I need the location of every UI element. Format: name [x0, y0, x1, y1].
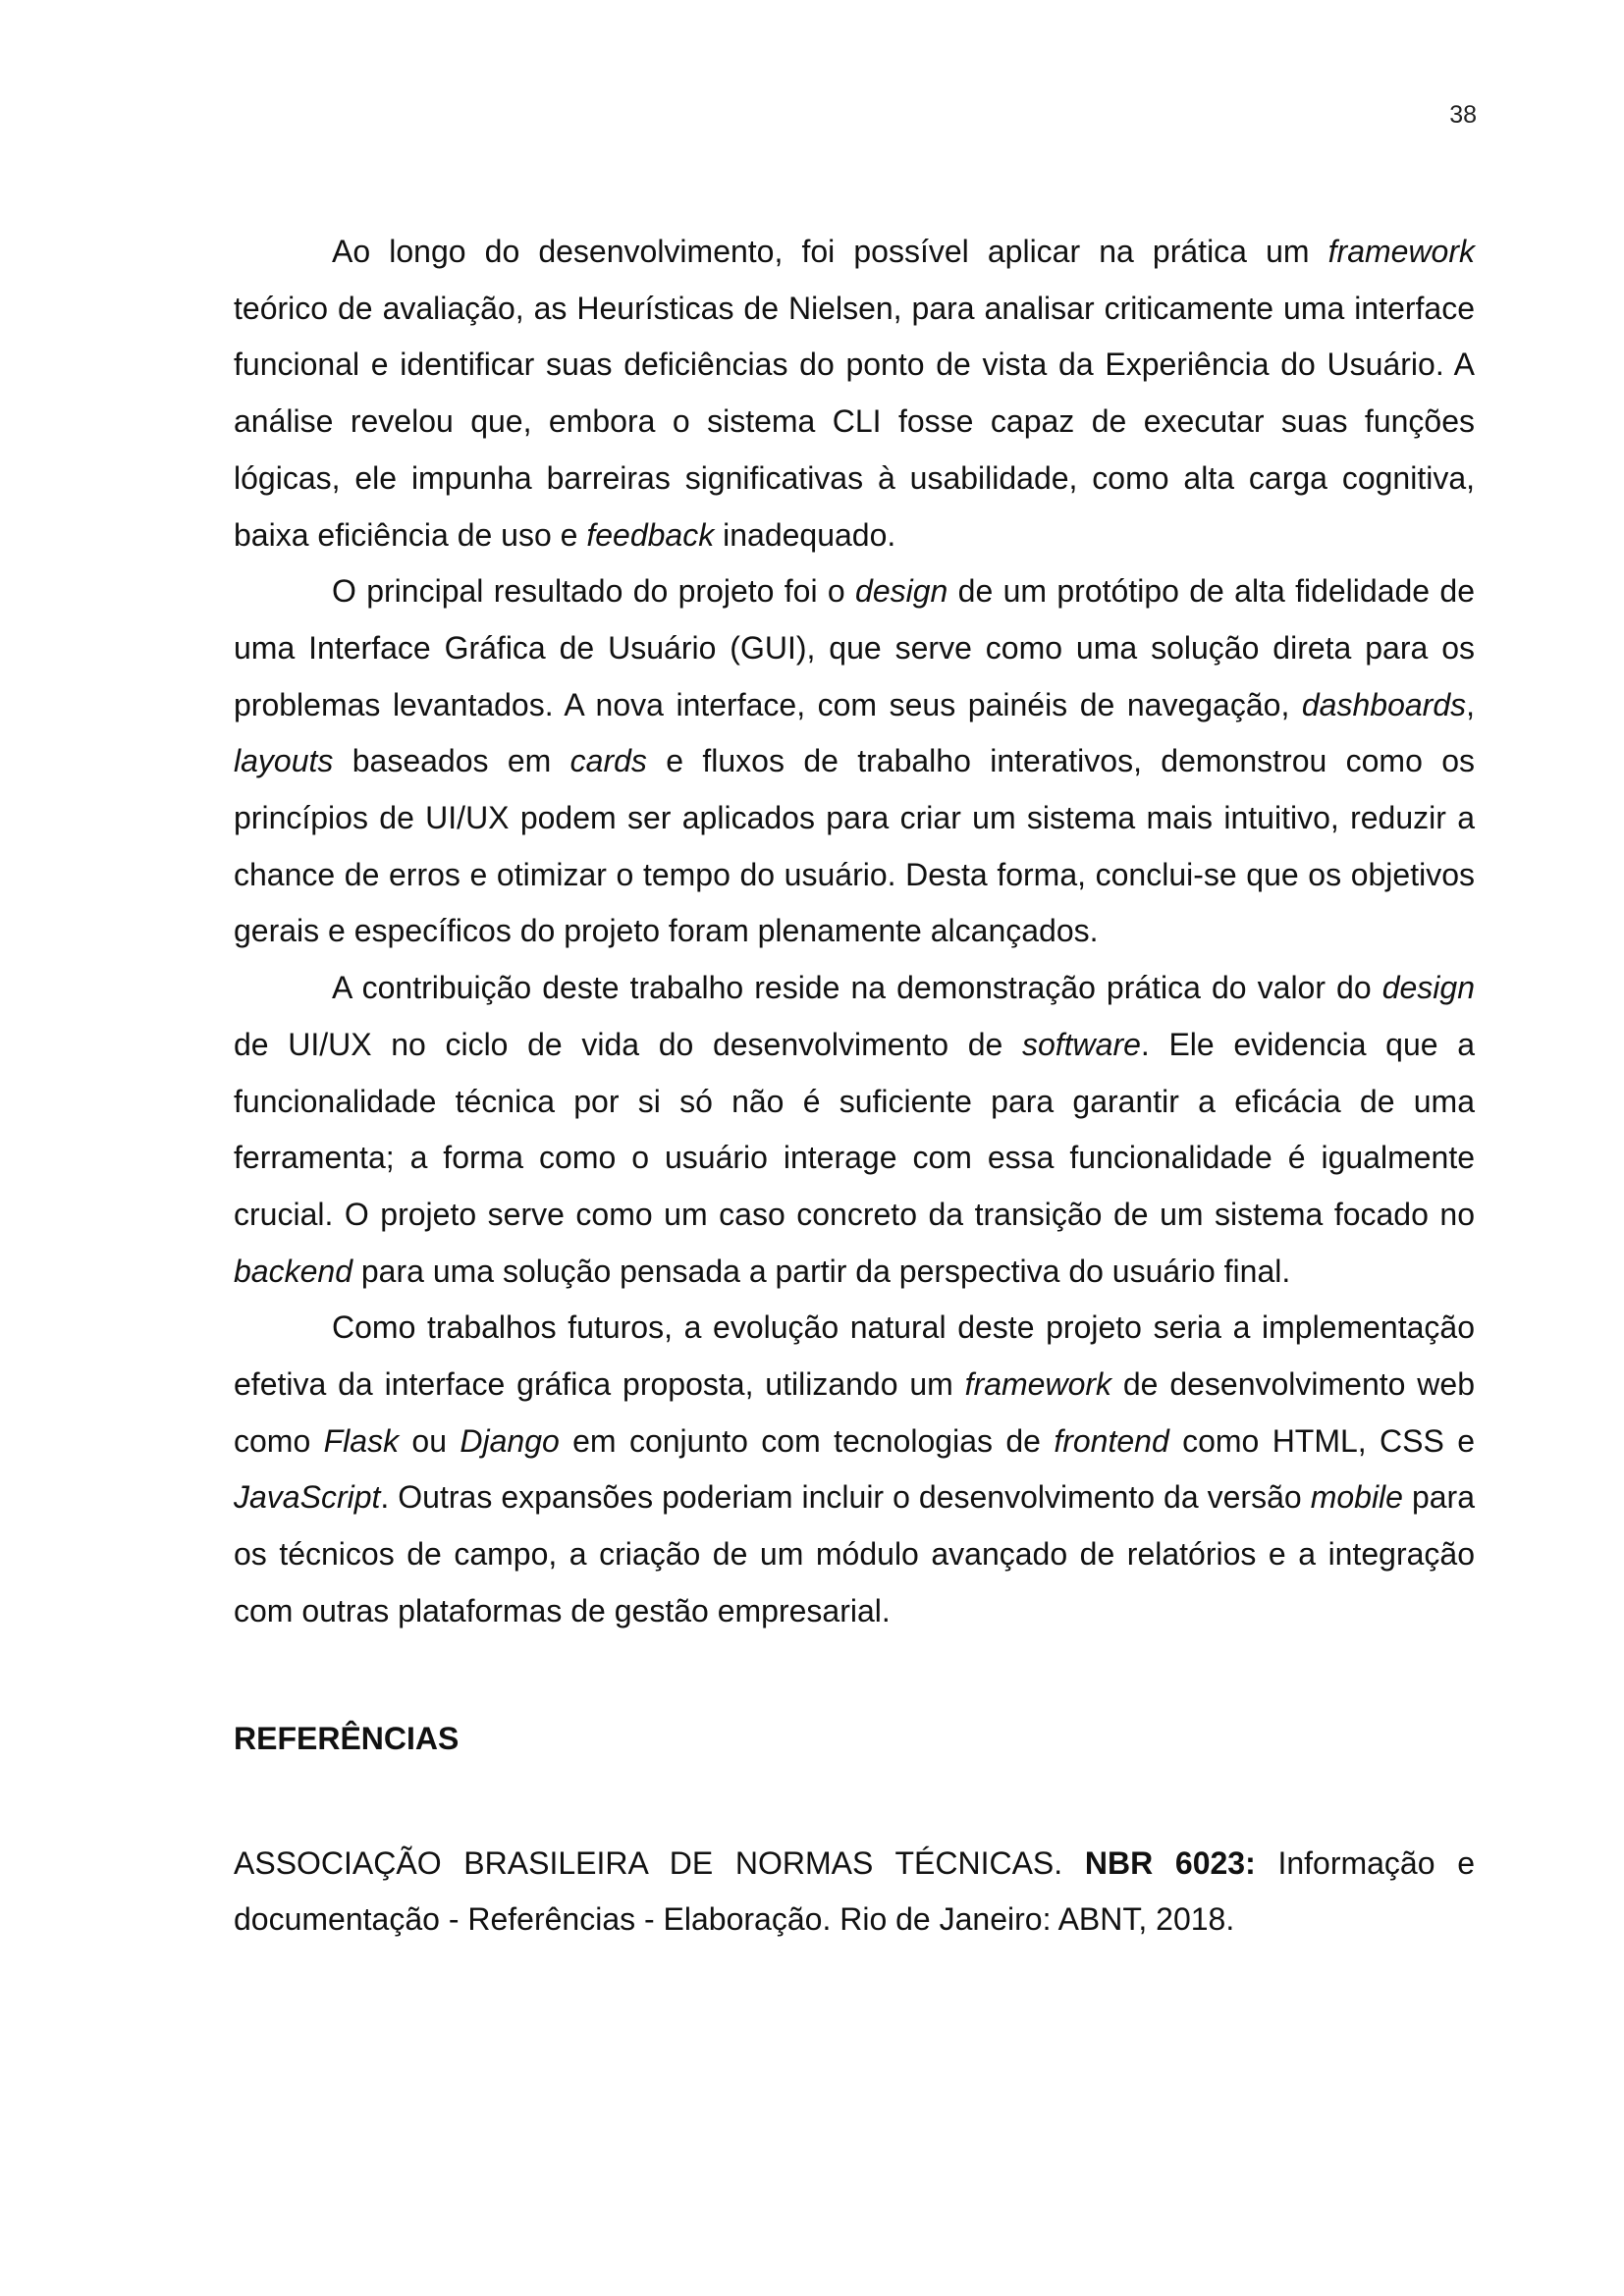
paragraph-segment-italic: feedback [586, 516, 715, 553]
references-heading: REFERÊNCIAS [234, 1720, 460, 1756]
paragraph-development-summary [234, 224, 1475, 563]
paragraph-segment-italic: frontend [1054, 1422, 1169, 1459]
document-body [234, 224, 1475, 1949]
paragraph-main-result [234, 563, 1475, 960]
reference-segment: ASSOCIAÇÃO BRASILEIRA DE NORMAS TÉCNICAS. [234, 1844, 1085, 1881]
paragraph-segment: baseados em [333, 743, 570, 779]
paragraph-segment-italic: framework [964, 1366, 1112, 1403]
paragraph-segment: teórico de avaliação, as Heurísticas de Nielsen, para analisar criticamente uma interface funcional e identificar suas deficiências do ponto de vista da Experiência do Usuário. A análise revelou que, embora o sistema CLI fosse capaz de executar suas funções lógicas, ele impunha barreiras significativas à usabilidade, como alta carga cognitiva, baixa eficiência de uso e [234, 290, 1475, 553]
paragraph-segment-italic: framework [1327, 234, 1475, 269]
paragraph-segment-italic: backend [234, 1253, 352, 1289]
page-number: 38 [1449, 101, 1477, 129]
paragraph-segment-italic: Flask [323, 1422, 400, 1459]
paragraph-segment-italic: Django [460, 1422, 560, 1459]
reference-segment-bold: NBR 6023: [1084, 1844, 1256, 1881]
reference-segment: Informação e documentação - Referências - Elaboração. Rio de Janeiro: ABNT, 2018. [234, 1844, 1476, 1938]
paragraph-segment: para uma solução pensada a partir da perspectiva do usuário final. [352, 1253, 1291, 1289]
paragraph-segment: O principal resultado do projeto foi o [332, 573, 856, 610]
paragraph-future-work [234, 1300, 1475, 1639]
paragraph-segment-italic: design [855, 573, 948, 610]
paragraph-segment: , [1466, 686, 1475, 722]
paragraph-segment: de um protótipo de alta fidelidade de uma Interface Gráfica de Usuário (GUI), que serve como uma solução direta para os problemas levantados. A nova interface, com seus painéis de navegação, [234, 573, 1476, 722]
paragraph-segment-italic: software [1021, 1026, 1141, 1062]
paragraph-segment-italic: layouts [234, 743, 334, 779]
paragraph-segment: e fluxos de trabalho interativos, demonstrou como os princípios de UI/UX podem ser aplicados para criar um sistema mais intuitivo, reduzir a chance de erros e otimizar o tempo do usuário. Desta forma, conclui-se que os objetivos gerais e específicos do projeto foram plenamente alcançados. [234, 743, 1476, 949]
reference-entry [234, 1836, 1475, 1949]
paragraph-contribution [234, 960, 1475, 1300]
paragraph-segment-italic: mobile [1310, 1479, 1403, 1516]
paragraph-segment: ou [399, 1422, 460, 1459]
paragraph-segment: de UI/UX no ciclo de vida do desenvolvimento de [234, 1026, 1022, 1062]
paragraph-segment: para os técnicos de campo, a criação de um módulo avançado de relatórios e a integração com outras plataformas de gestão empresarial. [234, 1479, 1476, 1629]
paragraph-segment-italic: design [1381, 970, 1475, 1006]
paragraph-segment-italic: cards [569, 743, 647, 779]
paragraph-segment-italic: dashboards [1301, 686, 1467, 722]
paragraph-segment-italic: JavaScript [234, 1479, 381, 1516]
paragraph-segment: Como trabalhos futuros, a evolução natural deste projeto seria a implementação efetiva da interface gráfica proposta, utilizando um [234, 1309, 1475, 1403]
paragraph-segment: Ao longo do desenvolvimento, foi possível aplicar na prática um [332, 234, 1328, 269]
paragraph-segment: inadequado. [714, 516, 896, 553]
paragraph-segment: . Ele evidencia que a funcionalidade técnica por si só não é suficiente para garantir a eficácia de uma ferramenta; a forma como o usuário interage com essa funcionalidade é igualmente crucial. O projeto serve como um caso concreto da transição de um sistema focado no [234, 1026, 1476, 1232]
paragraph-segment: . Outras expansões poderiam incluir o desenvolvimento da versão [380, 1479, 1311, 1516]
paragraph-segment: em conjunto com tecnologias de [559, 1422, 1055, 1459]
paragraph-segment: A contribuição deste trabalho reside na demonstração prática do valor do [332, 970, 1382, 1006]
paragraph-segment: de desenvolvimento web como [234, 1366, 1476, 1459]
paragraph-segment: como HTML, CSS e [1168, 1422, 1476, 1459]
